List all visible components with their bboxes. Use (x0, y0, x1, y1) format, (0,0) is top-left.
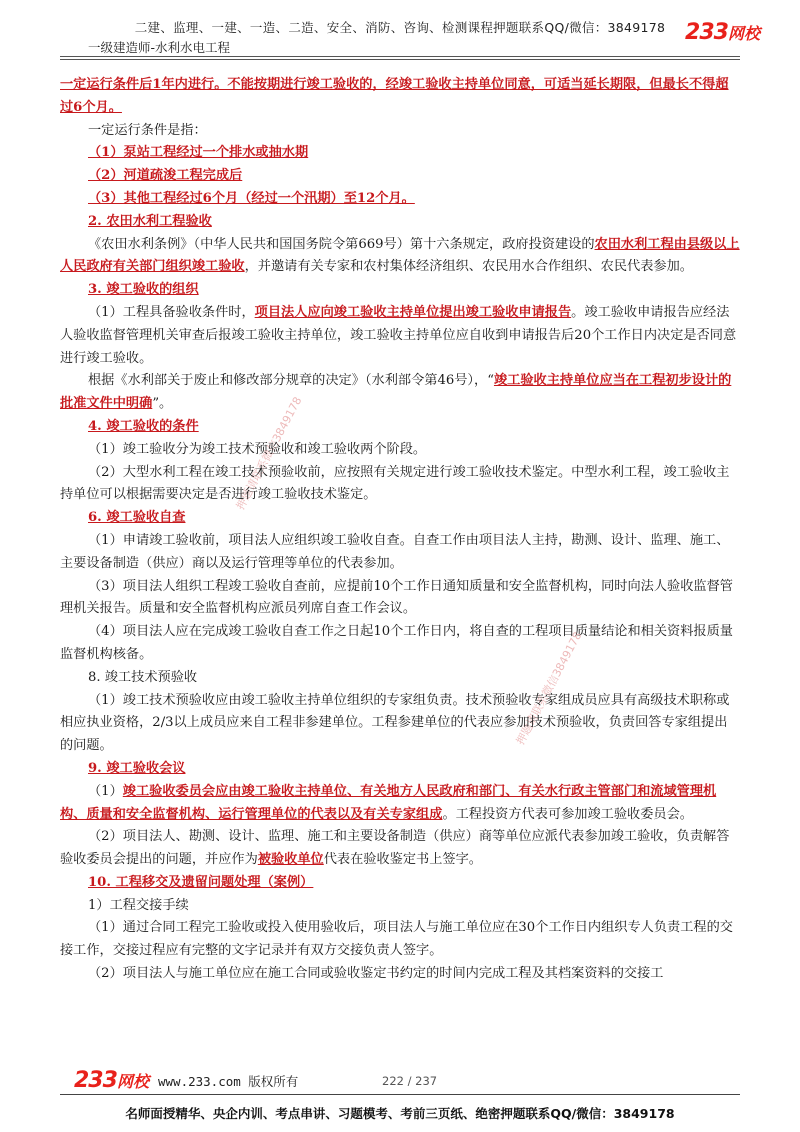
logo-number: 233 (74, 1068, 117, 1093)
paragraph: 1）工程交接手续 (88, 897, 189, 913)
header-subject: 一级建造师-水利水电工程 (88, 40, 231, 55)
paragraph: （1）竣工验收分为竣工技术预验收和竣工验收两个阶段。 (88, 441, 427, 457)
header-promo: 二建、监理、一建、一造、二造、安全、消防、咨询、检测课程押题联系QQ/微信：3849178 (134, 20, 666, 35)
section-heading: 9. 竣工验收会议 (88, 760, 186, 776)
text: 代表在验收鉴定书上签字。 (323, 852, 482, 868)
section-heading: 3. 竣工验收的组织 (88, 282, 199, 298)
footer-logo (74, 1068, 149, 1093)
highlight: 农田水利工程由县级以上人民政府有关部门组织竣工验收 (60, 236, 740, 275)
list-item: （1）泵站工程经过一个排水或抽水期 (88, 145, 309, 161)
paragraph: （1）竣工技术预验收应由竣工验收主持单位组织的专家组负责。技术预验收专家组成员应具有高级技术职称或相应执业资格，2/3以上成员应来自工程非参建单位。工程参建单位的代表应参加技术预验收，负责回答专家组提出的问题。 (60, 692, 730, 754)
document-body (60, 74, 740, 986)
paragraph (60, 781, 740, 827)
text: （2）项目法人、勘测、设计、监理、施工和主要设备制造（供应）商等单位应派代表参加竣工验收，负责解答验收委员会提出的问题，并应作为 (60, 829, 730, 868)
footer-promo: 名师面授精华、央企内训、考点串讲、习题模考、考前三页纸、绝密押题联系QQ/微信：3849178 (125, 1106, 675, 1121)
text: 根据《水利部关于废止和修改部分规章的决定》（水利部令第46号），“ (88, 373, 494, 389)
section-heading: 8. 竣工技术预验收 (88, 669, 198, 685)
text: ”。 (152, 396, 173, 412)
section-heading: 4. 竣工验收的条件 (88, 418, 199, 434)
logo-text: 网校 (727, 24, 760, 43)
paragraph: （4）项目法人应在完成竣工验收自查工作之日起10个工作日内，将自查的工程项目质量结论和相关资料报质量监督机构核备。 (60, 624, 733, 662)
paragraph: （2）项目法人与施工单位应在施工合同或验收鉴定书约定的时间内完成工程及其档案资料的交接工 (88, 966, 664, 982)
footer-divider (60, 1094, 740, 1095)
paragraph (60, 302, 740, 370)
page-number: 222 / 237 (382, 1074, 438, 1088)
paragraph: （3）项目法人组织工程竣工验收自查前，应提前10个工作日通知质量和安全监督机构，同时向法人验收监督管理机关报告。质量和安全监督机构应派员列席自查工作会议。 (60, 578, 733, 617)
list-item: （2）河道疏浚工程完成后 (88, 168, 243, 184)
text: 。工程投资方代表可参加竣工验收委员会。 (442, 806, 693, 822)
text: 《农田水利条例》（中华人民共和国国务院令第669号）第十六条规定，政府投资建设的 (88, 236, 595, 252)
paragraph (60, 826, 740, 872)
logo-text: 网校 (116, 1072, 149, 1091)
watermark: 押题请联系微信3849178 (233, 394, 305, 513)
brand-logo (685, 20, 760, 45)
paragraph: （1）申请竣工验收前，项目法人应组织竣工验收自查。自查工作由项目法人主持，勘测、设计、监理、施工、主要设备制造（供应）商以及运行管理等单位的代表参加。 (60, 532, 730, 571)
paragraph: （1）通过合同工程完工验收或投入使用验收后，项目法人与施工单位应在30个工作日内组织专人负责工程的交接工作，交接过程应有完整的文字记录并有双方交接负责人签字。 (60, 920, 733, 959)
logo-number: 233 (685, 20, 728, 45)
highlight: 竣工验收主持单位应当在工程初步设计的批准文件中明确 (60, 373, 732, 412)
header-divider-2 (60, 59, 740, 60)
paragraph (60, 234, 740, 280)
section-heading: 6. 竣工验收自查 (88, 510, 186, 526)
section-heading: 2. 农田水利工程验收 (88, 213, 212, 229)
watermark: 押题请联系微信3849178 (513, 629, 585, 748)
paragraph: 一定运行条件是指： (88, 122, 207, 138)
text: ，并邀请有关专家和农村集体经济组织、农民用水合作组织、农民代表参加。 (244, 259, 693, 275)
paragraph: 一定运行条件后1年内进行。不能按期进行竣工验收的，经竣工验收主持单位同意，可适当延长期限，但最长不得超过6个月。 (60, 77, 729, 115)
text: 。竣工验收申请报告应经法人验收监督管理机关审查后报竣工验收主持单位，竣工验收主持单位应自收到申请报告后20个工作日内决定是否同意进行竣工验收。 (60, 304, 737, 366)
highlight: 项目法人应向竣工验收主持单位提出竣工验收申请报告 (254, 304, 572, 320)
text: （1）工程具备验收条件时， (88, 304, 255, 320)
highlight: 竣工验收委员会应由竣工验收主持单位、有关地方人民政府和部门、有关水行政主管部门和流域管理机构、质量和安全监督机构、运行管理单位的代表以及有关专家组成 (60, 783, 717, 822)
footer-site: www.233.com 版权所有 (158, 1074, 299, 1089)
highlight: 被验收单位 (257, 852, 324, 868)
paragraph: （2）大型水利工程在竣工技术预验收前，应按照有关规定进行竣工验收技术鉴定。中型水利工程，竣工验收主持单位可以根据需要决定是否进行竣工验收技术鉴定。 (60, 464, 730, 503)
text: （1） (88, 783, 123, 799)
paragraph (60, 370, 740, 416)
section-heading: 10. 工程移交及遗留问题处理（案例） (88, 874, 314, 890)
list-item: （3）其他工程经过6个月（经过一个汛期）至12个月。 (88, 190, 415, 206)
header-divider (60, 56, 740, 57)
